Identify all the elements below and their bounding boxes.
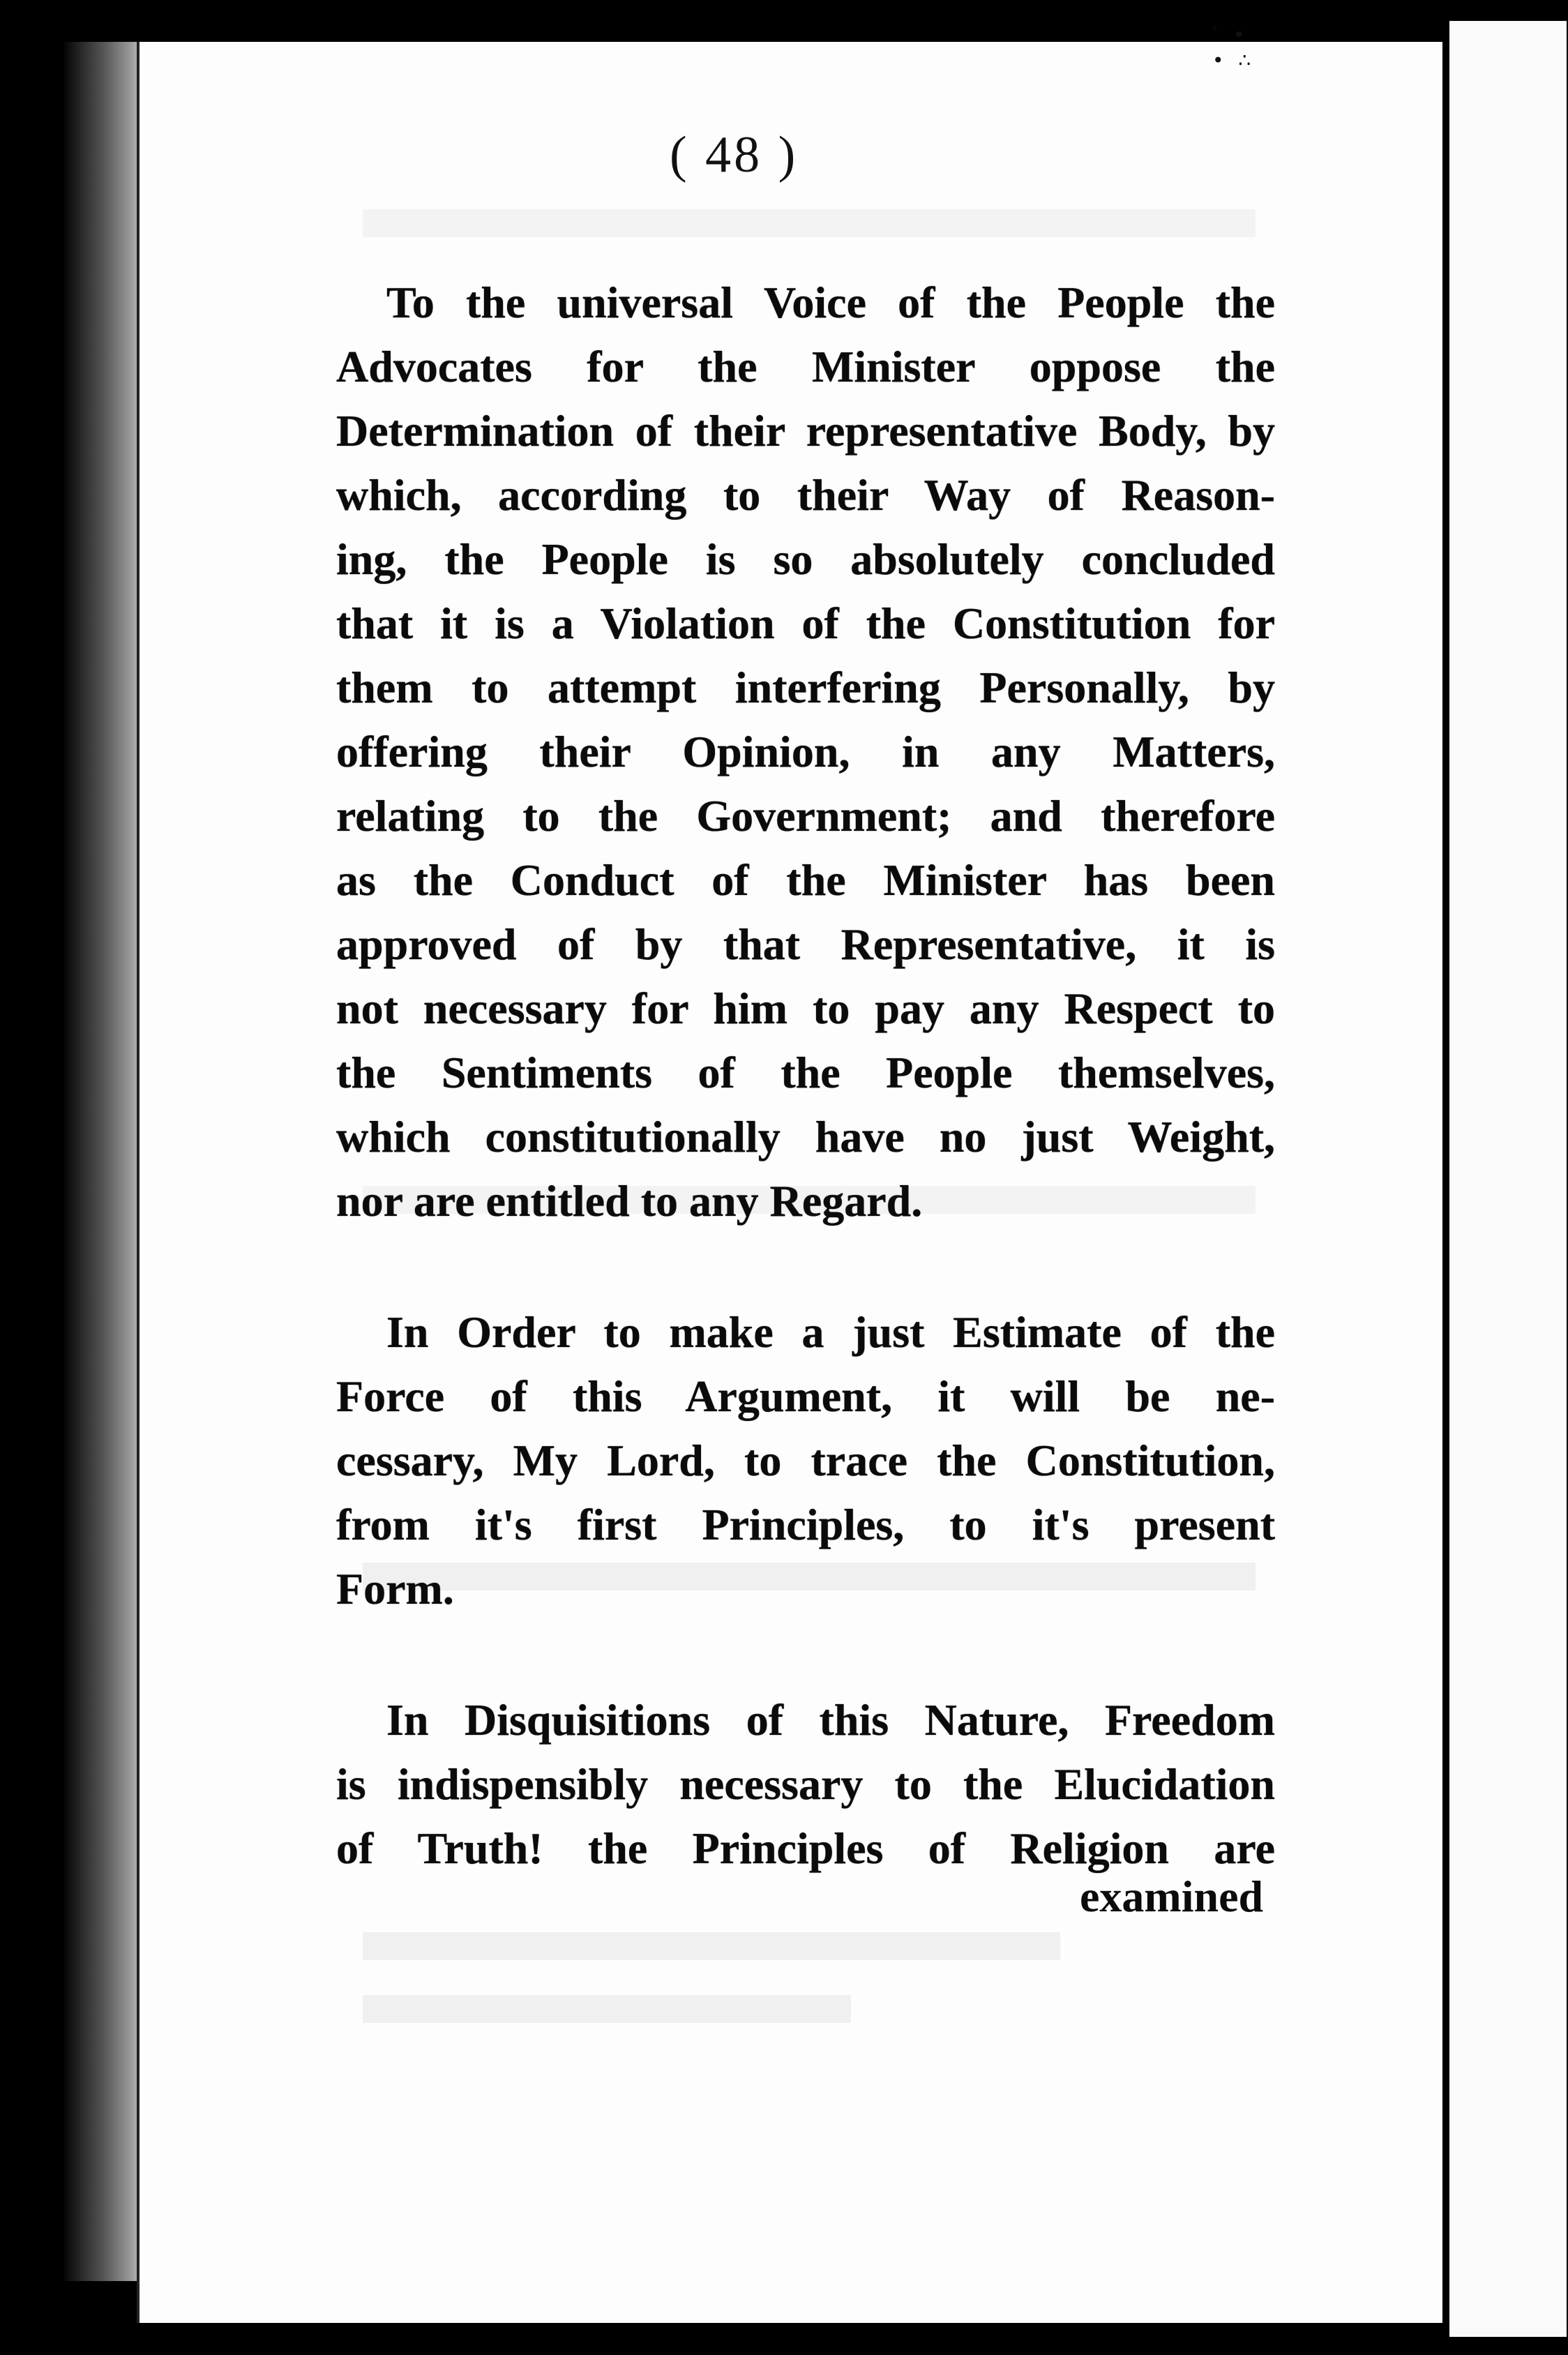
text-line: as the Conduct of the Minister has been bbox=[336, 855, 1275, 905]
show-through-line bbox=[363, 1995, 851, 2023]
text-line: Advocates for the Minister oppose the bbox=[336, 342, 1275, 391]
text-line: that it is a Violation of the Constitution for bbox=[336, 599, 1275, 648]
text-line: the Sentiments of the People themselves, bbox=[336, 1048, 1275, 1097]
text-line: nor are entitled to any Regard. bbox=[336, 1176, 923, 1226]
text-line: of Truth! the Principles of Religion are bbox=[336, 1823, 1275, 1873]
text-line: which constitutionally have no just Weight, bbox=[336, 1112, 1275, 1161]
text-line: In Disquisitions of this Nature, Freedom bbox=[386, 1695, 1275, 1745]
paragraph-2 bbox=[336, 1300, 1275, 1621]
text-line: Force of this Argument, it will be ne- bbox=[336, 1371, 1275, 1421]
corner-marks: ʿ ∙ • ∴ bbox=[1212, 22, 1256, 72]
text-line: cessary, My Lord, to trace the Constitution, bbox=[336, 1436, 1275, 1485]
body-text bbox=[336, 271, 1275, 1881]
text-line: is indispensibly necessary to the Elucidation bbox=[336, 1759, 1275, 1809]
show-through-line bbox=[363, 1932, 1060, 1960]
text-line: from it's first Principles, to it's present bbox=[336, 1500, 1275, 1549]
facing-page-edge bbox=[1444, 21, 1567, 2337]
text-line: To the universal Voice of the People the bbox=[386, 278, 1275, 327]
text-line: ing, the People is so absolutely concluded bbox=[336, 534, 1275, 584]
text-line: Form. bbox=[336, 1564, 454, 1613]
text-line: offering their Opinion, in any Matters, bbox=[336, 727, 1275, 776]
text-line: not necessary for him to pay any Respect to bbox=[336, 984, 1275, 1033]
page-number: ( 48 ) bbox=[670, 126, 799, 183]
text-line: Determination of their representative Body, by bbox=[336, 406, 1275, 456]
text-line: approved of by that Representative, it is bbox=[336, 919, 1275, 969]
show-through-line bbox=[363, 209, 1256, 237]
catchword: examined bbox=[1080, 1872, 1264, 1921]
text-line: them to attempt interfering Personally, by bbox=[336, 663, 1275, 712]
text-line: relating to the Government; and therefore bbox=[336, 791, 1275, 841]
paragraph-3 bbox=[336, 1688, 1275, 1881]
text-line: which, according to their Way of Reason- bbox=[336, 470, 1275, 520]
paragraph-1 bbox=[336, 271, 1275, 1233]
text-line: In Order to make a just Estimate of the bbox=[386, 1307, 1275, 1357]
